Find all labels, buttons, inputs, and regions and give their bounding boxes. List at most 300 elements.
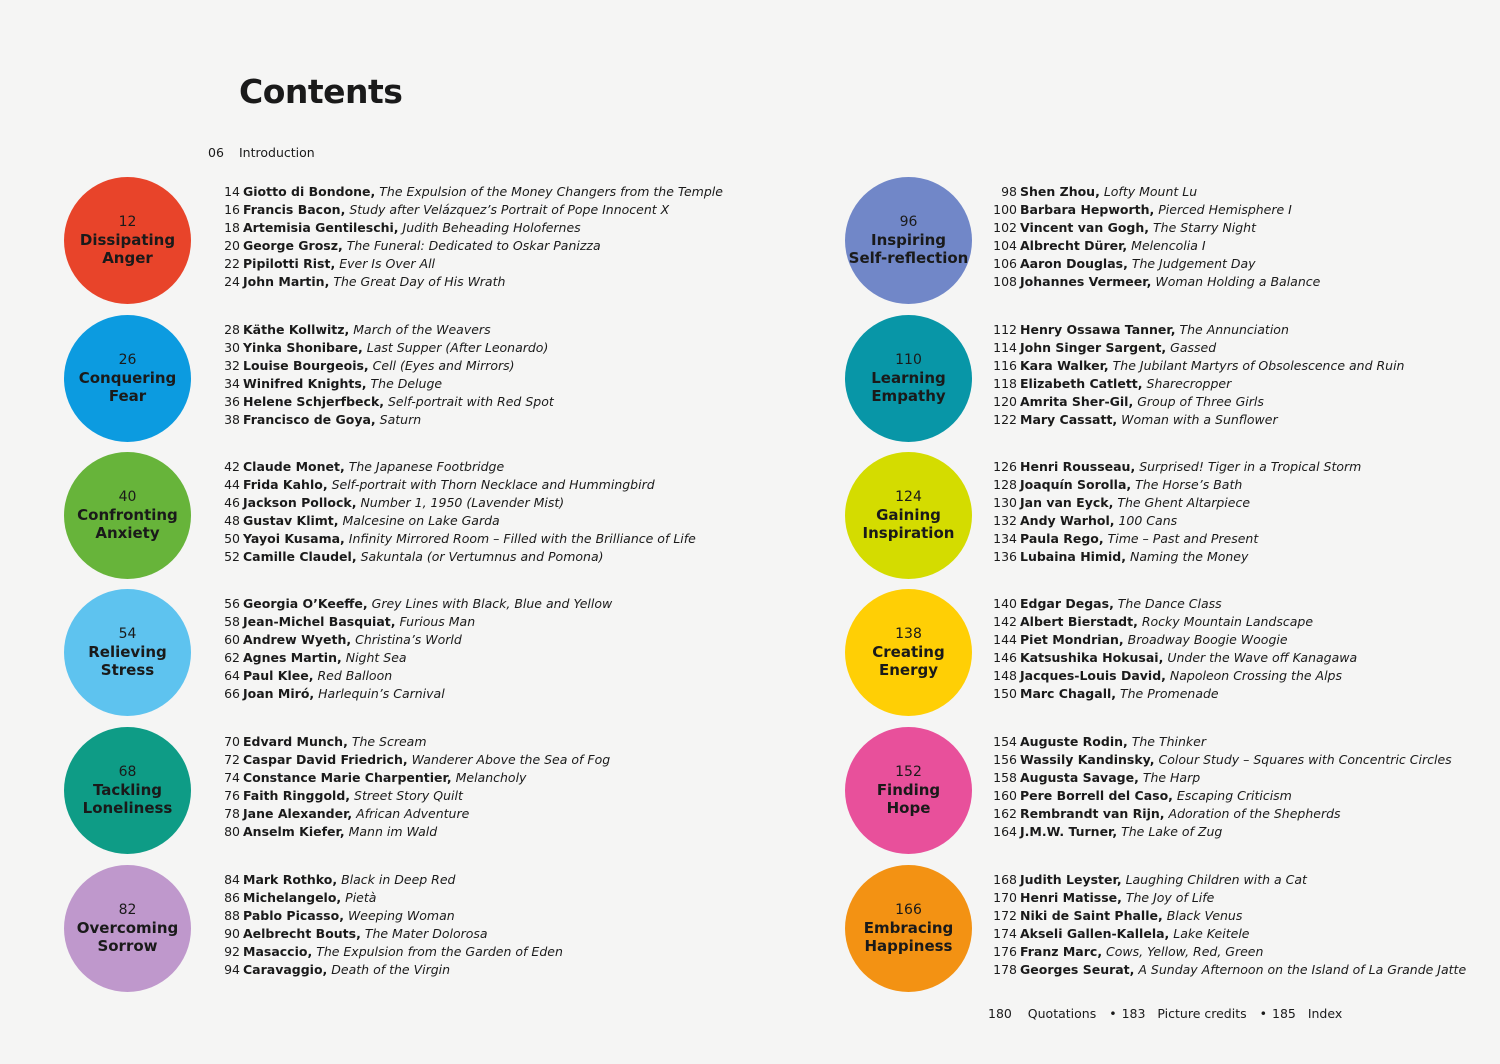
entry-artist: J.M.W. Turner,: [1020, 823, 1118, 839]
chapter-title-line: Inspiration: [862, 524, 955, 542]
quotations-label: Quotations: [1027, 1006, 1097, 1021]
chapter-circle[interactable]: [64, 589, 191, 716]
entry-page-number: 36: [224, 393, 240, 409]
entry-artist: Henry Ossawa Tanner,: [1020, 322, 1176, 337]
introduction-entry[interactable]: [208, 144, 315, 162]
contents-entry[interactable]: [211, 548, 696, 566]
contents-entry[interactable]: [211, 751, 610, 769]
entry-artwork-title: A Sunday Afternoon on the Island of La Grande Jatte: [1138, 961, 1467, 977]
entry-page-number: 156: [993, 751, 1017, 767]
entry-artist: Jackson Pollock,: [243, 494, 357, 510]
contents-entry[interactable]: [211, 476, 696, 494]
entry-artist: Kara Walker,: [1020, 357, 1109, 373]
back-matter-picture-credits[interactable]: [1122, 1006, 1251, 1021]
entry-page-number: 144: [993, 631, 1017, 647]
chapter-circle[interactable]: [845, 727, 972, 854]
entry-artist: Anselm Kiefer,: [243, 823, 345, 839]
contents-entry[interactable]: [988, 321, 1404, 339]
chapter-entry-list: [988, 733, 1452, 840]
entry-artwork-title: Time – Past and Present: [1107, 530, 1259, 546]
entry-artist: Shen Zhou,: [1020, 184, 1100, 199]
chapter-page-number: 138: [895, 626, 922, 642]
chapter-section: [64, 865, 704, 995]
entry-artist: Henri Matisse,: [1020, 889, 1122, 905]
contents-entry[interactable]: [988, 805, 1452, 823]
entry-artwork-title: The Jubilant Martyrs of Obsolescence and Ruin: [1112, 357, 1405, 373]
entry-page-number: 140: [993, 596, 1017, 611]
entry-page-number: 74: [224, 769, 240, 785]
entry-page-number: 76: [224, 787, 240, 803]
chapter-title-line: Energy: [878, 661, 938, 679]
entry-artist: Johannes Vermeer,: [1020, 273, 1152, 289]
entry-artwork-title: The Thinker: [1131, 734, 1206, 749]
entry-artwork-title: Escaping Criticism: [1176, 787, 1292, 803]
chapter-section: [845, 865, 1485, 995]
entry-page-number: 174: [993, 925, 1017, 941]
contents-entry[interactable]: [988, 255, 1320, 273]
chapter-entry-list: [211, 183, 723, 290]
chapter-circle[interactable]: [64, 177, 191, 304]
entry-page-number: 106: [993, 255, 1017, 271]
chapter-page-number: 124: [895, 489, 922, 505]
entry-page-number: 102: [993, 219, 1017, 235]
contents-entry[interactable]: [988, 907, 1466, 925]
entry-page-number: 128: [993, 476, 1017, 492]
contents-entry[interactable]: [988, 889, 1466, 907]
entry-page-number: 58: [224, 613, 240, 629]
entry-page-number: 164: [993, 823, 1017, 839]
chapter-title-line: Relieving: [88, 643, 167, 661]
contents-entry[interactable]: [988, 548, 1361, 566]
entry-artwork-title: March of the Weavers: [353, 322, 491, 337]
entry-artwork-title: Grey Lines with Black, Blue and Yellow: [371, 596, 613, 611]
contents-entry[interactable]: [211, 631, 612, 649]
entry-artwork-title: Black Venus: [1166, 907, 1243, 923]
entry-page-number: 84: [224, 872, 240, 887]
entry-artwork-title: African Adventure: [356, 805, 470, 821]
entry-page-number: 104: [993, 237, 1017, 253]
entry-artwork-title: Pierced Hemisphere I: [1158, 201, 1292, 217]
contents-entry[interactable]: [988, 476, 1361, 494]
entry-artwork-title: Sakuntala (or Vertumnus and Pomona): [360, 548, 604, 564]
contents-entry[interactable]: [988, 823, 1452, 841]
contents-entry[interactable]: [988, 769, 1452, 787]
entry-artist: Frida Kahlo,: [243, 476, 328, 492]
entry-page-number: 94: [224, 961, 240, 977]
entry-artwork-title: Under the Wave off Kanagawa: [1167, 649, 1358, 665]
chapter-page-number: 96: [899, 214, 918, 230]
contents-entry[interactable]: [988, 685, 1357, 703]
separator-dot: •: [1259, 1006, 1267, 1021]
entry-page-number: 30: [224, 339, 240, 355]
contents-entry[interactable]: [988, 237, 1320, 255]
contents-entry[interactable]: [211, 823, 610, 841]
chapter-entry-list: [988, 183, 1320, 290]
back-matter-row: [988, 1005, 1350, 1023]
entry-page-number: 126: [993, 459, 1017, 474]
contents-entry[interactable]: [211, 787, 610, 805]
entry-artwork-title: The Joy of Life: [1125, 889, 1215, 905]
entry-artwork-title: Lake Keitele: [1173, 925, 1250, 941]
chapter-section: [64, 177, 723, 307]
chapter-circle[interactable]: [64, 865, 191, 992]
chapter-entry-list: [211, 871, 563, 978]
entry-artwork-title: Rocky Mountain Landscape: [1141, 613, 1314, 629]
chapter-page-number: 110: [895, 352, 922, 368]
entry-artwork-title: Melencolia I: [1131, 237, 1206, 253]
contents-entry[interactable]: [988, 751, 1452, 769]
entry-artwork-title: Weeping Woman: [347, 907, 455, 923]
chapter-circle[interactable]: [845, 452, 972, 579]
contents-entry[interactable]: [211, 273, 723, 291]
entry-artist: Yinka Shonibare,: [243, 339, 363, 355]
chapter-circle[interactable]: [845, 865, 972, 992]
entry-artwork-title: The Funeral: Dedicated to Oskar Panizza: [346, 237, 601, 253]
entry-artwork-title: Cows, Yellow, Red, Green: [1106, 943, 1264, 959]
entry-page-number: 134: [993, 530, 1017, 546]
contents-entry[interactable]: [211, 943, 563, 961]
contents-entry[interactable]: [988, 943, 1466, 961]
entry-artwork-title: The Ghent Altarpiece: [1117, 494, 1251, 510]
entry-artwork-title: Woman with a Sunflower: [1121, 411, 1278, 427]
entry-artwork-title: Pietà: [345, 889, 377, 905]
contents-entry[interactable]: [988, 411, 1404, 429]
page-title: Contents: [239, 72, 403, 111]
entry-page-number: 118: [993, 375, 1017, 391]
entry-artwork-title: Colour Study – Squares with Concentric Circles: [1158, 751, 1452, 767]
contents-entry[interactable]: [211, 925, 563, 943]
chapter-title-line: Hope: [886, 799, 931, 817]
entry-artwork-title: Napoleon Crossing the Alps: [1169, 667, 1343, 683]
contents-entry[interactable]: [211, 321, 554, 339]
entry-artist: Francis Bacon,: [243, 201, 346, 217]
contents-entry[interactable]: [211, 733, 610, 751]
back-matter-quotations[interactable]: [988, 1006, 1100, 1021]
chapter-title-line: Empathy: [871, 387, 946, 405]
contents-entry[interactable]: [988, 393, 1404, 411]
entry-artwork-title: Death of the Virgin: [331, 961, 451, 977]
chapter-title-line: Finding: [876, 781, 941, 799]
chapter-entry-list: [988, 871, 1466, 978]
entry-page-number: 86: [224, 889, 240, 905]
entry-artist: Henri Rousseau,: [1020, 459, 1136, 474]
entry-artist: Faith Ringgold,: [243, 787, 351, 803]
entry-artist: Louise Bourgeois,: [243, 357, 369, 373]
entry-artist: Amrita Sher-Gil,: [1020, 393, 1134, 409]
contents-entry[interactable]: [988, 613, 1357, 631]
entry-artwork-title: The Judgement Day: [1131, 255, 1256, 271]
entry-artwork-title: The Dance Class: [1117, 596, 1222, 611]
entry-artwork-title: Red Balloon: [317, 667, 393, 683]
entry-artwork-title: Gassed: [1170, 339, 1217, 355]
contents-entry[interactable]: [211, 871, 563, 889]
contents-entry[interactable]: [988, 961, 1466, 979]
chapter-circle[interactable]: [64, 452, 191, 579]
entry-artwork-title: The Horse’s Bath: [1135, 476, 1243, 492]
entry-artwork-title: Self-portrait with Red Spot: [388, 393, 554, 409]
contents-entry[interactable]: [211, 494, 696, 512]
entry-artist: Pablo Picasso,: [243, 907, 344, 923]
entry-page-number: 22: [224, 255, 240, 271]
entry-page-number: 48: [224, 512, 240, 528]
entry-page-number: 178: [993, 961, 1017, 977]
chapter-section: [64, 589, 704, 719]
entry-artist: Niki de Saint Phalle,: [1020, 907, 1163, 923]
contents-entry[interactable]: [211, 805, 610, 823]
chapter-title-line: Dissipating: [79, 231, 176, 249]
contents-entry[interactable]: [211, 255, 723, 273]
entry-artist: Judith Leyster,: [1020, 872, 1122, 887]
contents-entry[interactable]: [988, 339, 1404, 357]
contents-entry[interactable]: [211, 219, 723, 237]
chapter-title-line: Loneliness: [82, 799, 173, 817]
entry-page-number: 100: [993, 201, 1017, 217]
contents-entry[interactable]: [211, 907, 563, 925]
entry-page-number: 44: [224, 476, 240, 492]
contents-entry[interactable]: [211, 685, 612, 703]
entry-artist: Jane Alexander,: [243, 805, 353, 821]
chapter-page-number: 152: [895, 764, 922, 780]
entry-page-number: 14: [224, 184, 240, 199]
separator-dot: •: [1109, 1006, 1117, 1021]
contents-entry[interactable]: [211, 183, 723, 201]
entry-artwork-title: Wanderer Above the Sea of Fog: [411, 751, 611, 767]
chapter-section: [845, 589, 1485, 719]
entry-artwork-title: Group of Three Girls: [1137, 393, 1264, 409]
contents-entry[interactable]: [211, 458, 696, 476]
entry-artist: Käthe Kollwitz,: [243, 322, 350, 337]
entry-artist: Pipilotti Rist,: [243, 255, 336, 271]
entry-artwork-title: Night Sea: [345, 649, 407, 665]
contents-entry[interactable]: [988, 458, 1361, 476]
entry-artwork-title: Adoration of the Shepherds: [1168, 805, 1341, 821]
chapter-entry-list: [988, 458, 1361, 565]
entry-page-number: 108: [993, 273, 1017, 289]
entry-artist: Caspar David Friedrich,: [243, 751, 408, 767]
entry-artist: Albert Bierstadt,: [1020, 613, 1138, 629]
back-matter-index[interactable]: [1272, 1006, 1346, 1021]
chapter-section: [845, 452, 1485, 582]
entry-artwork-title: Melancholy: [455, 769, 527, 785]
entry-artist: Elizabeth Catlett,: [1020, 375, 1143, 391]
contents-entry[interactable]: [211, 667, 612, 685]
entry-page-number: 136: [993, 548, 1017, 564]
chapter-section: [64, 452, 704, 582]
entry-artist: Aelbrecht Bouts,: [243, 925, 361, 941]
entry-artwork-title: Surprised! Tiger in a Tropical Storm: [1139, 459, 1362, 474]
chapter-section: [64, 727, 704, 857]
entry-artist: Mark Rothko,: [243, 872, 338, 887]
contents-entry[interactable]: [211, 339, 554, 357]
entry-artwork-title: The Lake of Zug: [1121, 823, 1223, 839]
entry-artist: Mary Cassatt,: [1020, 411, 1118, 427]
entry-page-number: 132: [993, 512, 1017, 528]
entry-artwork-title: Street Story Quilt: [354, 787, 463, 803]
entry-artist: Agnes Martin,: [243, 649, 342, 665]
chapter-section: [64, 315, 704, 445]
entry-artist: Katsushika Hokusai,: [1020, 649, 1164, 665]
entry-page-number: 20: [224, 237, 240, 253]
entry-page-number: 162: [993, 805, 1017, 821]
contents-entry[interactable]: [211, 411, 554, 429]
entry-artwork-title: The Expulsion of the Money Changers from the Temple: [379, 184, 723, 199]
chapter-entry-list: [211, 733, 610, 840]
entry-artwork-title: Mann im Wald: [348, 823, 438, 839]
entry-artist: Giotto di Bondone,: [243, 184, 376, 199]
contents-entry[interactable]: [988, 787, 1452, 805]
chapter-section: [845, 177, 1485, 307]
entry-artwork-title: The Mater Dolorosa: [364, 925, 488, 941]
entry-artist: Artemisia Gentileschi,: [243, 219, 399, 235]
entry-artist: John Martin,: [243, 273, 330, 289]
entry-artist: Franz Marc,: [1020, 943, 1103, 959]
entry-artist: Francisco de Goya,: [243, 411, 376, 427]
chapter-section: [845, 727, 1485, 857]
entry-page-number: 114: [993, 339, 1017, 355]
entry-artwork-title: The Scream: [351, 734, 427, 749]
chapter-circle[interactable]: [64, 315, 191, 442]
entry-page-number: 120: [993, 393, 1017, 409]
contents-entry[interactable]: [988, 925, 1466, 943]
contents-entry[interactable]: [988, 530, 1361, 548]
contents-entry[interactable]: [211, 201, 723, 219]
contents-entry[interactable]: [988, 201, 1320, 219]
entry-artwork-title: Study after Velázquez’s Portrait of Pope Innocent X: [349, 201, 670, 217]
contents-entry[interactable]: [211, 613, 612, 631]
entry-page-number: 70: [224, 734, 240, 749]
contents-entry[interactable]: [988, 871, 1466, 889]
entry-page-number: 62: [224, 649, 240, 665]
chapter-circle[interactable]: [845, 177, 972, 304]
contents-entry[interactable]: [988, 667, 1357, 685]
entry-page-number: 112: [993, 322, 1017, 337]
index-label: Index: [1307, 1006, 1343, 1021]
chapter-title-line: Anxiety: [95, 524, 160, 542]
entry-page-number: 98: [1001, 184, 1017, 199]
entry-artwork-title: Infinity Mirrored Room – Filled with the Brilliance of Life: [348, 530, 696, 546]
chapter-circle[interactable]: [845, 315, 972, 442]
contents-entry[interactable]: [988, 595, 1357, 613]
contents-entry[interactable]: [988, 649, 1357, 667]
contents-entry[interactable]: [211, 961, 563, 979]
entry-page-number: 32: [224, 357, 240, 373]
entry-artist: Auguste Rodin,: [1020, 734, 1128, 749]
contents-entry[interactable]: [211, 393, 554, 411]
entry-artwork-title: Malcesine on Lake Garda: [342, 512, 500, 528]
contents-entry[interactable]: [211, 649, 612, 667]
entry-page-number: 172: [993, 907, 1017, 923]
entry-artwork-title: Number 1, 1950 (Lavender Mist): [360, 494, 565, 510]
entry-page-number: 24: [224, 273, 240, 289]
entry-artist: Joaquín Sorolla,: [1020, 476, 1132, 492]
entry-artwork-title: The Deluge: [370, 375, 443, 391]
entry-artwork-title: Woman Holding a Balance: [1155, 273, 1321, 289]
entry-artist: George Grosz,: [243, 237, 343, 253]
chapter-circle[interactable]: [845, 589, 972, 716]
contents-entry[interactable]: [211, 512, 696, 530]
entry-artwork-title: Broadway Boogie Woogie: [1127, 631, 1288, 647]
entry-page-number: 146: [993, 649, 1017, 665]
contents-entry[interactable]: [988, 357, 1404, 375]
chapter-entry-list: [988, 595, 1357, 702]
contents-entry[interactable]: [988, 512, 1361, 530]
entry-page-number: 42: [224, 459, 240, 474]
contents-entry[interactable]: [211, 375, 554, 393]
entry-artist: Jan van Eyck,: [1020, 494, 1114, 510]
entry-artist: Lubaina Himid,: [1020, 548, 1126, 564]
entry-artist: Masaccio,: [243, 943, 313, 959]
contents-entry[interactable]: [988, 273, 1320, 291]
entry-page-number: 52: [224, 548, 240, 564]
index-page-number: 185: [1272, 1006, 1296, 1021]
entry-page-number: 116: [993, 357, 1017, 373]
entry-artwork-title: Last Supper (After Leonardo): [366, 339, 549, 355]
entry-artwork-title: Saturn: [379, 411, 422, 427]
entry-page-number: 122: [993, 411, 1017, 427]
chapter-title-line: Gaining: [876, 506, 941, 524]
chapter-circle[interactable]: [64, 727, 191, 854]
entry-artist: Claude Monet,: [243, 459, 345, 474]
entry-page-number: 158: [993, 769, 1017, 785]
chapter-page-number: 68: [118, 764, 137, 780]
contents-entry[interactable]: [988, 733, 1452, 751]
contents-entry[interactable]: [211, 595, 612, 613]
entry-artwork-title: Christina’s World: [355, 631, 462, 647]
entry-page-number: 64: [224, 667, 240, 683]
entry-artist: Helene Schjerfbeck,: [243, 393, 385, 409]
contents-entry[interactable]: [211, 889, 563, 907]
entry-artwork-title: The Great Day of His Wrath: [333, 273, 506, 289]
entry-page-number: 50: [224, 530, 240, 546]
chapter-title-line: Anger: [102, 249, 153, 267]
entry-artwork-title: The Promenade: [1120, 685, 1219, 701]
chapter-page-number: 26: [118, 352, 137, 368]
entry-artist: Camille Claudel,: [243, 548, 357, 564]
contents-entry[interactable]: [211, 769, 610, 787]
chapter-page-number: 166: [895, 902, 922, 918]
contents-entry[interactable]: [988, 219, 1320, 237]
entry-artist: Vincent van Gogh,: [1020, 219, 1150, 235]
entry-page-number: 90: [224, 925, 240, 941]
contents-entry[interactable]: [988, 375, 1404, 393]
contents-entry[interactable]: [211, 530, 696, 548]
contents-entry[interactable]: [988, 631, 1357, 649]
contents-entry[interactable]: [988, 183, 1320, 201]
contents-entry[interactable]: [988, 494, 1361, 512]
entry-page-number: 16: [224, 201, 240, 217]
introduction-page-number: 06: [208, 145, 224, 160]
entry-artwork-title: Self-portrait with Thorn Necklace and Hummingbird: [331, 476, 655, 492]
entry-page-number: 176: [993, 943, 1017, 959]
entry-page-number: 46: [224, 494, 240, 510]
entry-artist: Constance Marie Charpentier,: [243, 769, 452, 785]
chapter-entry-list: [211, 321, 554, 428]
chapter-title-line: Overcoming: [76, 919, 179, 937]
entry-page-number: 92: [224, 943, 240, 959]
contents-entry[interactable]: [211, 357, 554, 375]
entry-page-number: 72: [224, 751, 240, 767]
entry-artist: Georgia O’Keeffe,: [243, 596, 368, 611]
entry-page-number: 130: [993, 494, 1017, 510]
entry-artist: Akseli Gallen-Kallela,: [1020, 925, 1170, 941]
contents-entry[interactable]: [211, 237, 723, 255]
entry-artwork-title: The Starry Night: [1153, 219, 1256, 235]
entry-artist: Wassily Kandinsky,: [1020, 751, 1155, 767]
chapter-title-line: Learning: [871, 369, 946, 387]
chapter-title-line: Conquering: [78, 369, 177, 387]
entry-artist: Pere Borrell del Caso,: [1020, 787, 1173, 803]
entry-page-number: 168: [993, 872, 1017, 887]
